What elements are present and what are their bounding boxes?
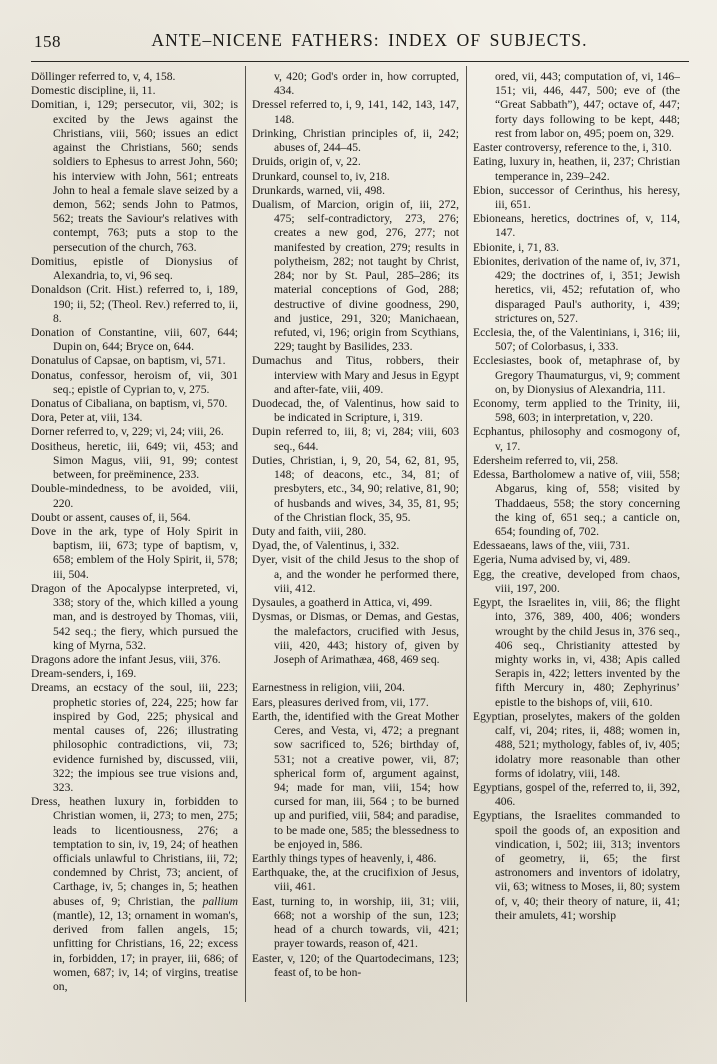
- column-divider-2: [459, 70, 473, 1032]
- index-entry: Easter controversy, reference to the, i, 310.: [473, 141, 672, 155]
- running-head: ANTE–NICENE FATHERS: INDEX OF SUBJECTS.: [151, 30, 588, 50]
- index-entry: v, 420; God's order in, how corrupted, 434.: [274, 70, 459, 98]
- index-entry: Dragons adore the infant Jesus, viii, 376.: [31, 652, 221, 666]
- index-entry: Edersheim referred to, vii, 258.: [473, 453, 619, 467]
- index-entry: Eating, luxury in, heathen, ii, 237; Christian temperance in, 239–242.: [473, 155, 680, 183]
- index-entry: Ecclesia, the, of the Valentinians, i, 316; iii, 507; of Colorbasus, i, 333.: [473, 325, 680, 354]
- index-entry: Drinking, Christian principles of, ii, 242; abuses of, 244–45.: [252, 126, 459, 155]
- index-entry: Dyad, the, of Valentinus, i, 332.: [252, 539, 400, 553]
- page-number: 158: [34, 32, 61, 51]
- index-entry: Dualism, of Marcion, origin of, iii, 272, 475; self-contradictory, 273, 276; creates a new god, 276, 277; not manifested by creation, 279; results in polytheism, 282; not taught by Christ, 284; nor by St. Paul, 285–286; its material conceptions of God, 288; destructive of divine goodness, 290, and justice, 291, 320; Manichaean, refuted, vi, 196; origin from Scythians, 229; taught by Basilides, 233.: [252, 197, 459, 354]
- index-column-1: [31, 70, 238, 1032]
- index-entry: Döllinger referred to, v, 4, 158.: [31, 70, 176, 83]
- index-entry: Ebionites, derivation of the name of, iv, 371, 429; the doctrines of, i, 351; Jewish heretics, vii, 452; refutation of, who disparaged Paul's authority, i, 439; strictures on, 527.: [473, 254, 680, 325]
- index-column-3: [473, 70, 680, 1032]
- index-entry: Economy, term applied to the Trinity, iii, 598, 603; in interpretation, v, 220.: [473, 397, 680, 425]
- index-entry: Donaldson (Crit. Hist.) referred to, i, 189, 190; ii, 52; (Theol. Rev.) referred to, ii, 8.: [31, 283, 238, 325]
- index-entry: Dove in the ark, type of Holy Spirit in baptism, iii, 673; type of baptism, v, 658; emblem of the Holy Spirit, ii, 578; iii, 504.: [31, 525, 238, 581]
- index-entry: Ebioneans, heretics, doctrines of, v, 114, 147.: [473, 212, 680, 240]
- index-entry: Domitian, i, 129; persecutor, vii, 302; is excited by the Jews against the Christians, viii, 560; issues an edict against the Christians, 560; sends soldiers to Ephesus to arrest John, 560; his interview with John, 561; entreats John to heal a female slave seized by a demon, 562; sends John to Patmos, 562; treats the Saviour's relatives with contempt, 763; puts a stop to the persecution of the church, 763.: [31, 98, 238, 254]
- index-entry: Doubt or assent, causes of, ii, 564.: [31, 510, 191, 524]
- index-entry: Dora, Peter at, viii, 134.: [31, 411, 143, 425]
- index-entry: Dreams, an ecstacy of the soul, iii, 223; prophetic stories of, 224, 225; how far inspired by God, 225; physical and mental causes of, 226; illustrating philosophic contradictions, vii, 73; evidence furnished by, discussed, viii, 322; the impious see true visions and, 323.: [31, 681, 238, 794]
- index-entry: Duty and faith, viii, 280.: [252, 525, 367, 538]
- index-entry: Dositheus, heretic, iii, 649; vii, 453; and Simon Magus, viii, 91, 99; contest between, for preëminence, 233.: [31, 439, 238, 482]
- index-entry: Duties, Christian, i, 9, 20, 54, 62, 81, 95, 148; of deacons, etc., 34, 81; of presbyters, etc., 34, 90; relative, 81, 90; of husbands and wives, 34, 35, 81, 95; of the Christian flock, 35, 95.: [252, 453, 459, 524]
- index-entry: Dorner referred to, v, 229; vi, 24; viii, 26.: [31, 425, 224, 439]
- index-entry: Ecclesiastes, book of, metaphrase of, by Gregory Thaumaturgus, vi, 9; comment on, by Dionysius of Alexandria, 111.: [473, 354, 680, 396]
- index-entry: Edessa, Bartholomew a native of, viii, 558; Abgarus, king of, 558; visited by Thaddaeus, 558; the story concerning the king of, 651 seq.; a canticle on, 654; founding of, 702.: [473, 468, 680, 538]
- index-entry: Donation of Constantine, viii, 607, 644; Dupin on, 644; Bryce on, 644.: [31, 325, 238, 354]
- index-entry: Donatulus of Capsae, on baptism, vi, 571.: [31, 354, 226, 368]
- index-entry: Earthly things types of heavenly, i, 486.: [252, 852, 437, 866]
- index-entry: Egypt, the Israelites in, viii, 86; the flight into, 376, 389, 400, 406; wonders wrought by the child Jesus in, 376 seq., 406 seq., Christianity attested by mighty works in, vi, 438; Apis called Serapis in, 422; letters invented by the fifth Mercury in, 480; Zephyrinus’ epistle to the bishops of, viii, 610.: [473, 596, 680, 709]
- header-rule: [31, 61, 689, 62]
- page-header: [0, 30, 717, 60]
- index-entry: Dysaules, a goatherd in Attica, vi, 499.: [252, 596, 433, 610]
- index-entry: Egyptians, the Israelites commanded to spoil the goods of, an exposition and vindication, i, 502; iii, 313; inventors of geometry, ii, 65; the first astronomers and inventors of idolatry, vii, 63; witness to Moses, ii, 80; system of, v, 40; their theory of nature, ii, 41; their amulets, 41; worship: [473, 809, 680, 922]
- section-break: [252, 667, 459, 681]
- index-entry: Easter, v, 120; of the Quartodecimans, 123; feast of, to be hon-: [252, 951, 459, 979]
- index-entry: Earnestness in religion, viii, 204.: [252, 681, 405, 695]
- index-entry: Ebionite, i, 71, 83.: [473, 240, 559, 254]
- index-entry: Ears, pleasures derived from, vii, 177.: [252, 695, 429, 709]
- index-entry: Edessaeans, laws of the, viii, 731.: [473, 539, 630, 553]
- index-entry: Dream-senders, i, 169.: [31, 667, 137, 681]
- index-entry: Egeria, Numa advised by, vi, 489.: [473, 553, 631, 567]
- index-entry: Dyer, visit of the child Jesus to the shop of a, and the wonder he performed there, viii, 412.: [252, 553, 459, 595]
- index-entry: Egyptian, proselytes, makers of the golden calf, vi, 204; rites, ii, 488; women in, 488, 521; mythology, fables of, iv, 405; idolatry more reasonable than other forms of idolatry, viii, 148.: [473, 709, 680, 780]
- index-columns: [31, 70, 691, 1032]
- index-entry: Dress, heathen luxury in, forbidden to Christian women, ii, 273; to men, 275; leads to licentiousness, 276; a temptation to sin, iv, 19, 24; of heathen officials unlawful to Christians, iii, 72; condemned by Christ, 73; ancient, of Carthage, iv, 5; changes in, 5; heathen abuses of, 9; Christian, the pallium (mantle), 12, 13; ornament in woman's, derived from fallen angels, 15; unfitting for Christians, 16, 22; excess in, forbidden, 17; in prayer, iii, 686; of women, 687; iv, 14; of virgins, treatise on,: [31, 795, 238, 993]
- index-entry: Donatus, confessor, heroism of, vii, 301 seq.; epistle of Cyprian to, v, 275.: [31, 368, 238, 396]
- index-entry: Dupin referred to, iii, 8; vi, 284; viii, 603 seq., 644.: [252, 425, 459, 453]
- index-entry: Dysmas, or Dismas, or Demas, and Gestas, the malefactors, crucified with Jesus, viii, 420, 443; history of, given by Joseph of Arimathæa, 468, 469 seq.: [252, 610, 459, 666]
- index-entry: Ebion, successor of Cerinthus, his heresy, iii, 651.: [473, 183, 680, 211]
- column-divider-1: [238, 70, 252, 1032]
- index-entry: Drunkard, counsel to, iv, 218.: [252, 169, 390, 183]
- index-entry: Domestic discipline, ii, 11.: [31, 84, 156, 98]
- index-entry: East, turning to, in worship, iii, 31; viii, 668; not a worship of the sun, 123; head of a church towards, vii, 421; prayer towards, reason of, 421.: [252, 894, 459, 951]
- index-entry: Dragon of the Apocalypse interpreted, vi, 338; story of the, which killed a young man, and is destroyed by Thomas, viii, 542 seq.; the fiery, which pursued the king of Myrna, 532.: [31, 581, 238, 652]
- index-column-2: [252, 70, 459, 1032]
- index-entry: Egg, the creative, developed from chaos, viii, 197, 200.: [473, 567, 680, 595]
- index-entry: Egyptians, gospel of the, referred to, ii, 392, 406.: [473, 780, 680, 809]
- index-entry: Druids, origin of, v, 22.: [252, 155, 361, 169]
- index-entry: Ecphantus, philosophy and cosmogony of, v, 17.: [473, 425, 680, 453]
- index-entry: Dumachus and Titus, robbers, their interview with Mary and Jesus in Egypt and after-fate, viii, 409.: [252, 354, 459, 396]
- index-entry: Dressel referred to, i, 9, 141, 142, 143, 147, 148.: [252, 98, 459, 126]
- index-entry: Donatus of Cibaliana, on baptism, vi, 570.: [31, 397, 228, 411]
- index-entry: Duodecad, the, of Valentinus, how said to be indicated in Scripture, i, 319.: [252, 397, 459, 425]
- index-entry: Earthquake, the, at the crucifixion of Jesus, viii, 461.: [252, 866, 459, 894]
- index-entry: Earth, the, identified with the Great Mother Ceres, and Vesta, vi, 472; a pregnant sow sacrificed to, 526; birthday of, 531; not a creative power, vii, 87; spherical form of, argument against, 94; made for man, viii, 154; how cursed for man, iii, 564 ; to be burned up and purified, viii, 584; and paradise, to be made one, 585; the blessedness to be enjoyed in, 586.: [252, 709, 459, 851]
- index-entry: Domitius, epistle of Dionysius of Alexandria, to, vi, 96 seq.: [31, 254, 238, 283]
- index-entry: Drunkards, warned, vii, 498.: [252, 183, 385, 197]
- index-entry: Double-mindedness, to be avoided, viii, 220.: [31, 482, 238, 510]
- index-entry: ored, vii, 443; computation of, vi, 146–151; vii, 446, 447, 500; eve of (the “Great Sabbath”), 447; octave of, 447; forty days following to be kept, 448; rest from labor on, 495; poem on, 329.: [495, 70, 680, 140]
